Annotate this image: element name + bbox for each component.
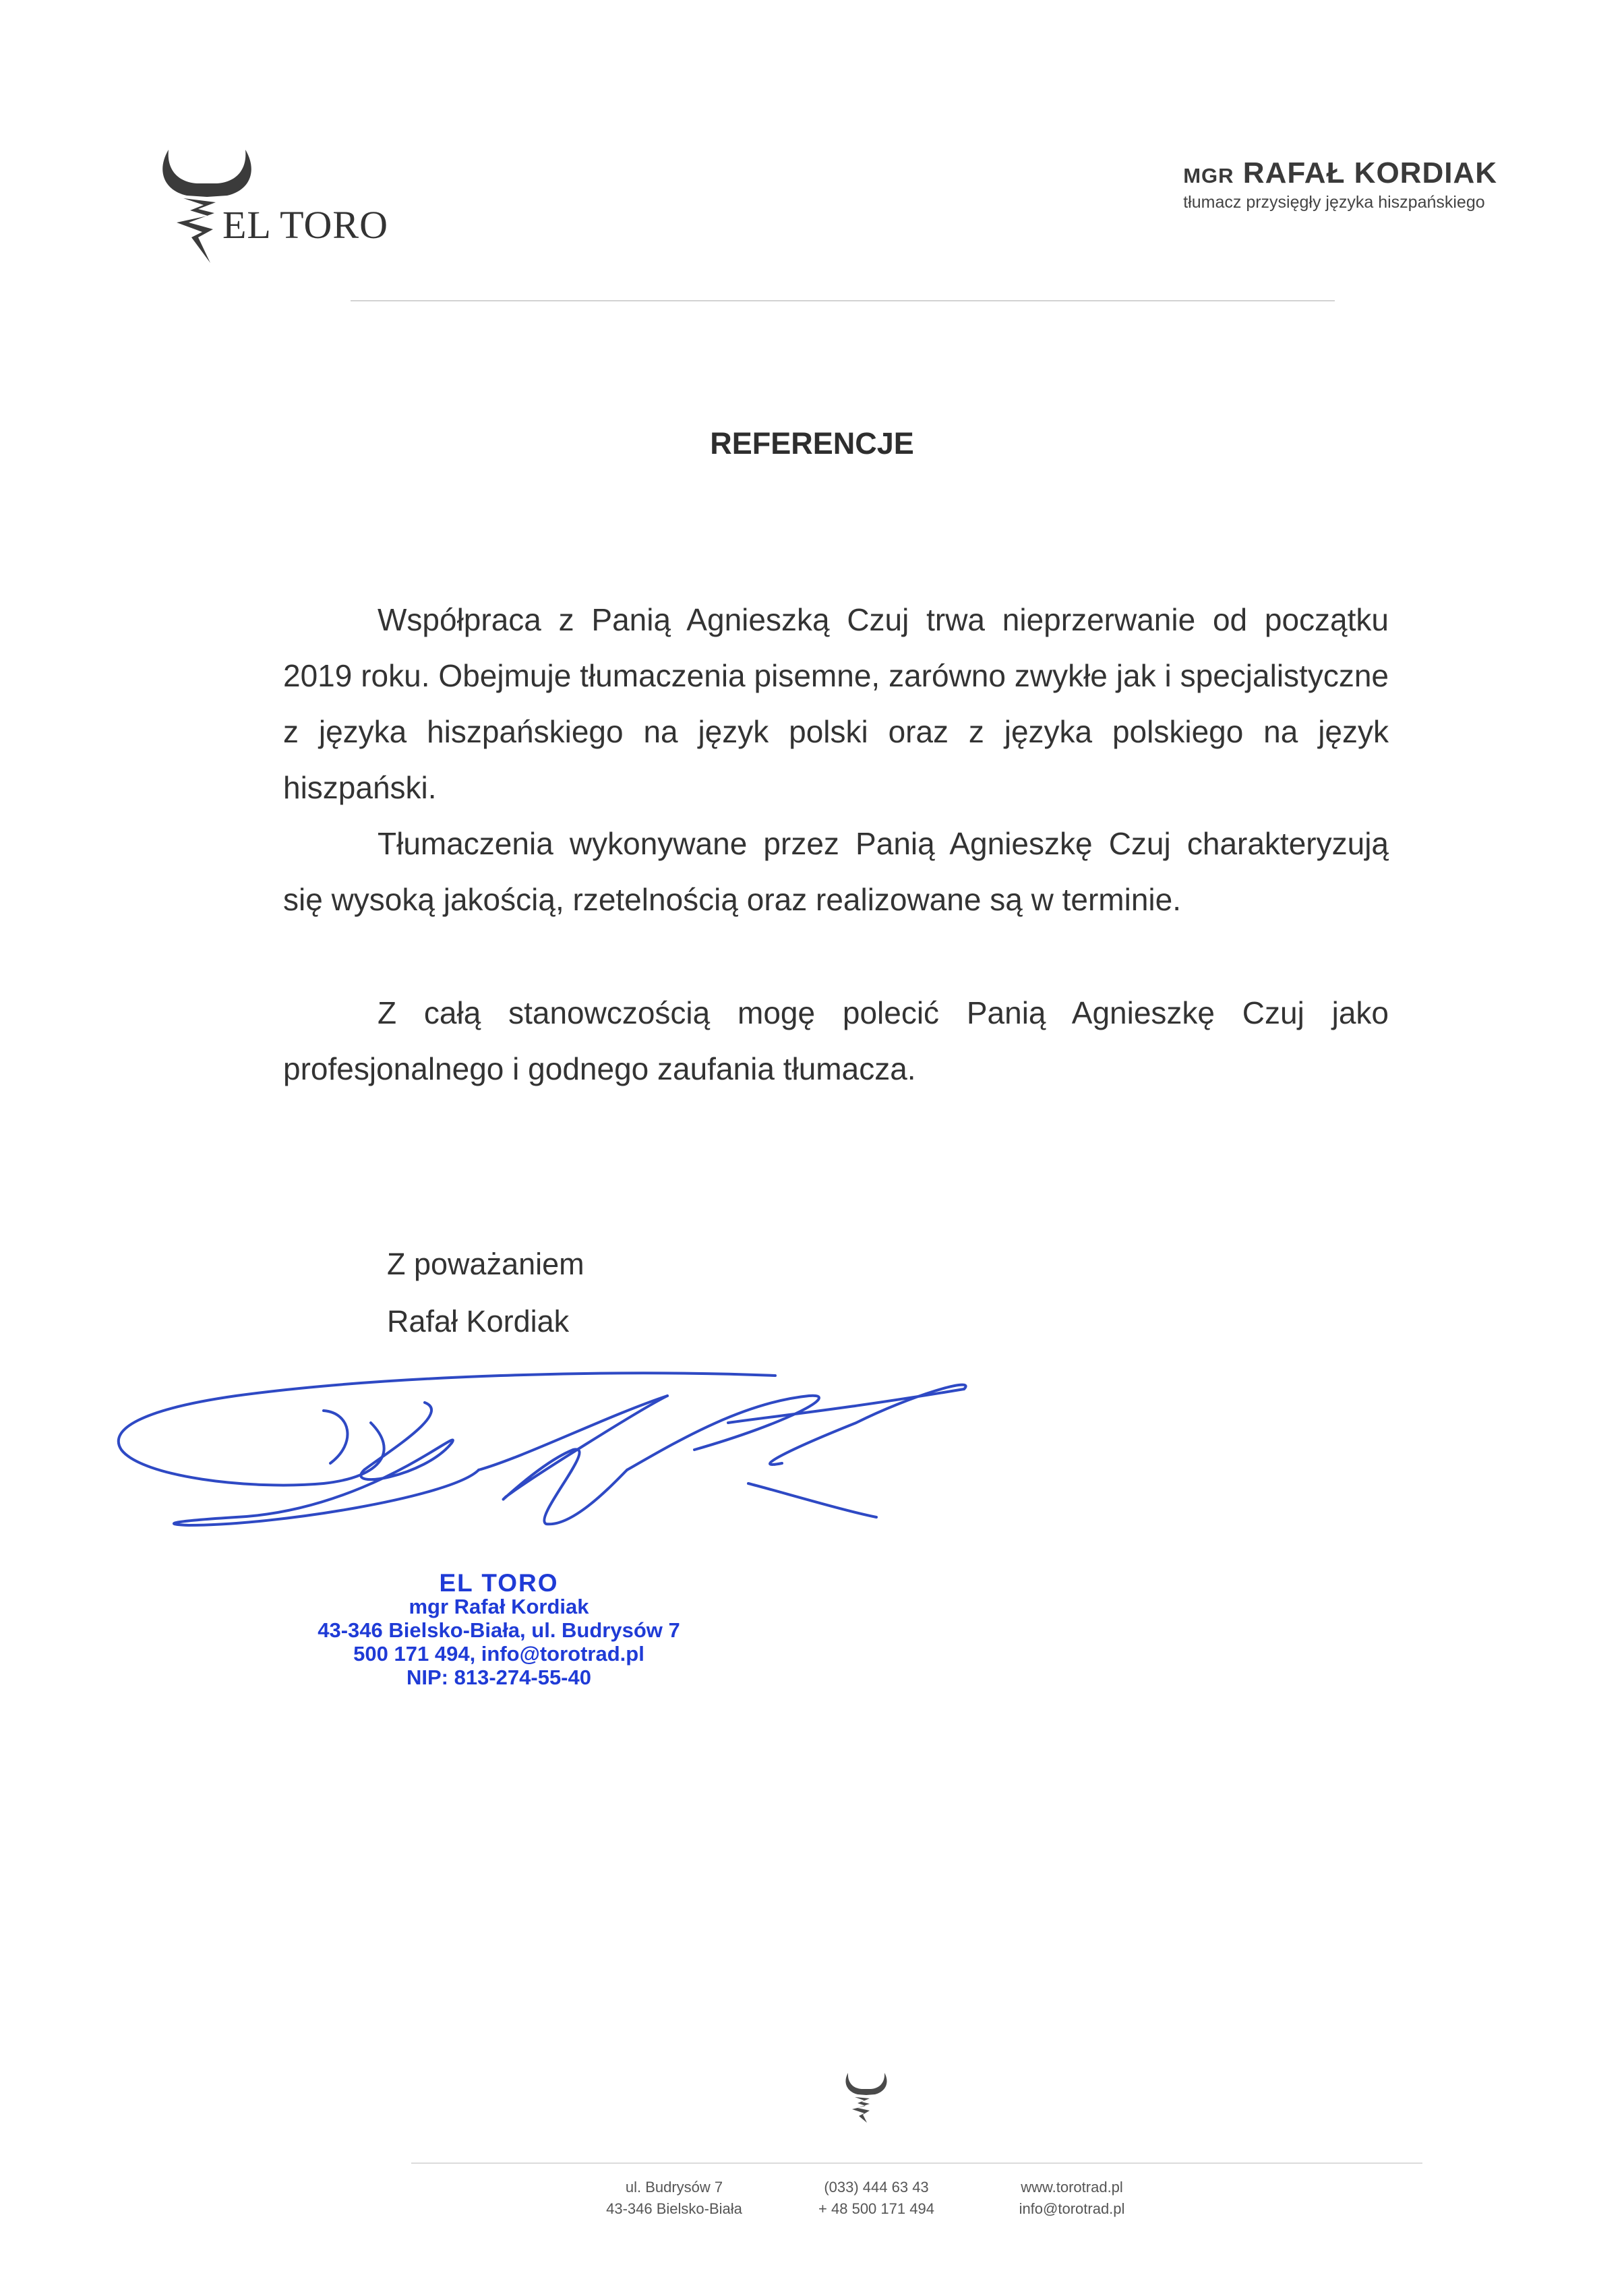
document-title: REFERENCJE xyxy=(710,426,914,461)
footer-phones xyxy=(795,2177,957,2220)
logo-text: EL TORO xyxy=(222,203,388,247)
stamp-nip: NIP: 813-274-55-40 xyxy=(407,1666,591,1689)
stamp-contact: 500 171 494, info@torotrad.pl xyxy=(353,1642,644,1666)
footer-web xyxy=(984,2177,1160,2220)
company-stamp xyxy=(317,1571,681,1689)
stamp-company: EL TORO xyxy=(439,1569,559,1597)
stamp-address: 43-346 Bielsko-Biała, ul. Budrysów 7 xyxy=(318,1618,680,1642)
letterhead-name-block xyxy=(1183,156,1497,212)
footer-website: www.torotrad.pl xyxy=(1021,2179,1123,2196)
stamp-owner: mgr Rafał Kordiak xyxy=(409,1595,589,1618)
closing-name: Rafał Kordiak xyxy=(387,1304,570,1338)
footer-address xyxy=(580,2177,769,2220)
title-prefix: MGR xyxy=(1183,164,1234,187)
handwritten-signature xyxy=(101,1349,991,1564)
translator-subtitle: tłumacz przysięgły języka hiszpańskiego xyxy=(1183,193,1485,212)
paragraph-2: Tłumaczenia wykonywane przez Panią Agnieszkę Czuj charakteryzują się wysoką jakością, rzetelnością oraz realizowane są w terminie. xyxy=(283,826,1389,917)
paragraph-3: Z całą stanowczością mogę polecić Panią Agnieszkę Czuj jako profesjonalnego i godnego zaufania tłumacza. xyxy=(283,995,1389,1086)
closing-block xyxy=(387,1235,584,1350)
footer-phone-landline: (033) 444 63 43 xyxy=(824,2179,929,2196)
paragraph-1: Współpraca z Panią Agnieszką Czuj trwa nieprzerwanie od początku 2019 roku. Obejmuje tłumaczenia pisemne, zarówno zwykłe jak i specjalistyczne z języka hiszpańskiego na język polski oraz z języka polskiego na język hiszpański. xyxy=(283,602,1389,805)
footer-email: info@torotrad.pl xyxy=(1019,2200,1125,2217)
header-divider xyxy=(351,300,1335,301)
translator-name xyxy=(1183,156,1497,190)
footer-street: ul. Budrysów 7 xyxy=(625,2179,723,2196)
closing-greeting: Z poważaniem xyxy=(387,1247,584,1281)
footer-city: 43-346 Bielsko-Biała xyxy=(606,2200,742,2217)
footer-divider xyxy=(411,2162,1422,2164)
bull-logo-small-icon xyxy=(843,2070,890,2124)
translator-name-text: RAFAŁ KORDIAK xyxy=(1242,156,1497,189)
footer-phone-mobile: + 48 500 171 494 xyxy=(818,2200,934,2217)
